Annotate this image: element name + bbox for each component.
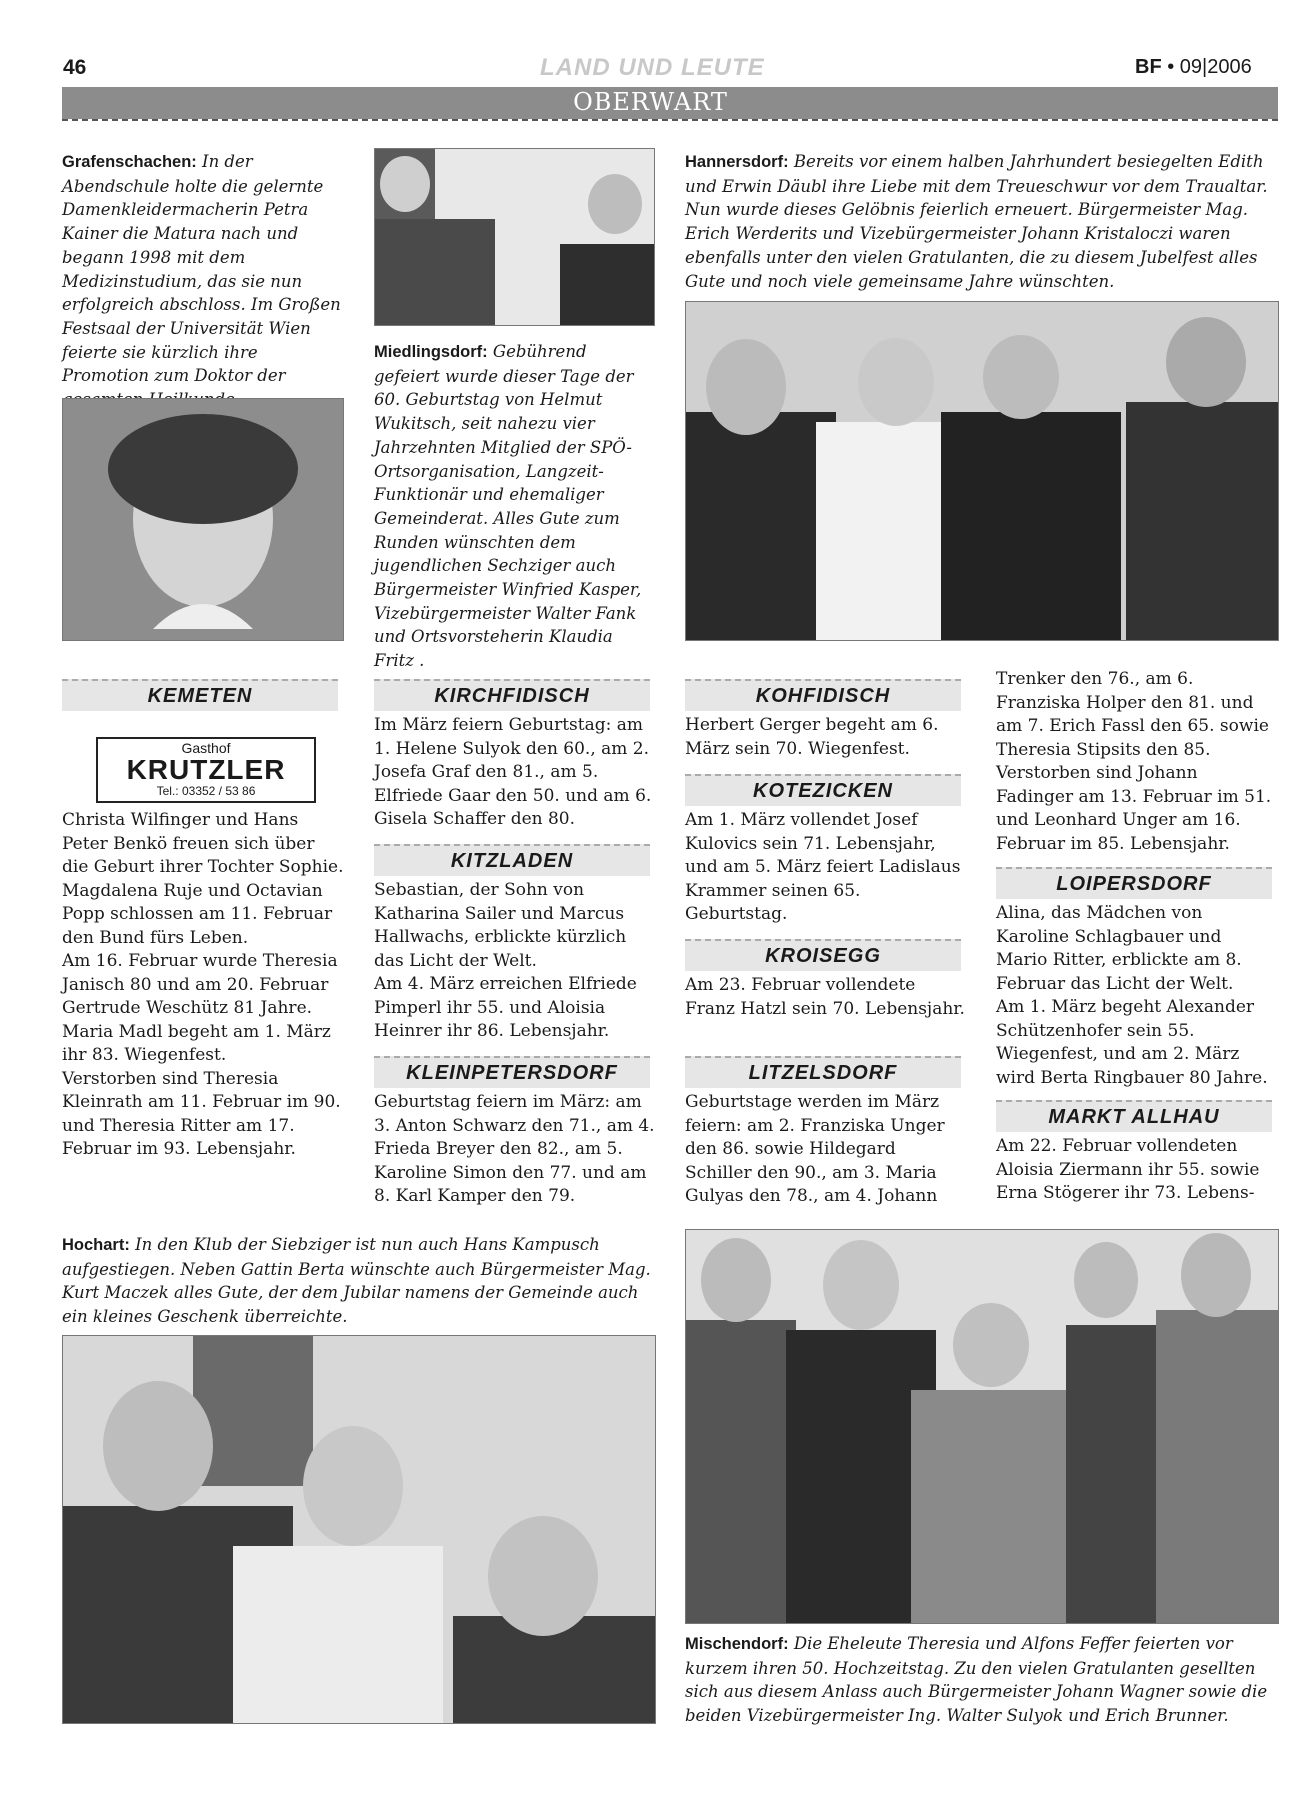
caption-text: Bereits vor einem halben Jahrhundert besiegelten Edith und Erwin Däubl ihre Liebe mit dem Treueschwur vor dem Traualtar. Nun wurde dieses Gelöbnis feierlich erneuert. Bürgermeister Mag. Erich Werderits und Vizebürgermeister Johann Kristaloczi waren ebenfalls unter den vielen Gratulanten, die zu diesem Jubelfest alles Gute und noch viele gemeinsame Jahre wünschten.: [685, 152, 1268, 291]
paragraph: Am 1. März vollendet Josef Kulovics sein 71. Lebensjahr, und am 5. März feiert Ladislaus Krammer seinen 65. Geburtstag.: [685, 810, 961, 924]
heading-kirchfidisch: KIRCHFIDISCH: [374, 679, 650, 711]
paragraph: Christa Wilfinger und Hans Peter Benkö freuen sich über die Geburt ihrer Tochter Sophie.: [62, 810, 344, 877]
body-kohfidisch: [685, 714, 967, 761]
caption-miedlingsdorf: [374, 340, 656, 673]
paragraph: Herbert Gerger begeht am 6. März sein 70. Wiegenfest.: [685, 715, 939, 759]
section-title: LAND UND LEUTE: [540, 54, 765, 81]
paragraph: Verstorben sind Theresia Kleinrath am 11. Februar im 90. und Theresia Ritter am 17. Februar im 93. Lebensjahr.: [62, 1068, 341, 1159]
caption-place: Hochart:: [62, 1236, 130, 1254]
paragraph: Maria Madl begeht am 1. März ihr 83. Wiegenfest.: [62, 1021, 331, 1065]
ad-line3: Tel.: 03352 / 53 86: [156, 784, 256, 798]
body-litzelsdorf: [685, 1091, 967, 1209]
body-loipersdorf: [996, 902, 1278, 1090]
paragraph: Sebastian, der Sohn von Katharina Sailer und Marcus Hallwachs, erblickte kürzlich das Licht der Welt.: [374, 880, 627, 971]
photo-hannersdorf: [685, 301, 1279, 641]
paragraph: Geburtstag feiern im März: am 3. Anton Schwarz den 71., am 4. Frieda Breyer den 82., am 5. Karoline Simon den 77. und am 8. Karl Kamper den 79.: [374, 1092, 655, 1206]
photo-miedlingsdorf: [374, 148, 655, 326]
caption-grafenschachen: [62, 150, 344, 435]
paragraph: Am 22. Februar vollendeten Aloisia Ziermann ihr 55. sowie Erna Stögerer ihr 73. Lebens-: [996, 1136, 1260, 1203]
body-kitzladen: [374, 879, 656, 1044]
paragraph: Am 23. Februar vollendete Franz Hatzl sein 70. Lebensjahr.: [685, 975, 965, 1019]
heading-kemeten: KEMETEN: [62, 679, 338, 711]
heading-kleinpetersdorf: KLEINPETERSDORF: [374, 1056, 650, 1088]
paragraph: Am 1. März begeht Alexander Schützenhofer sein 55. Wiegenfest, und am 2. März wird Berta Ringbauer 80 Jahre.: [996, 997, 1268, 1088]
caption-hannersdorf: [685, 150, 1285, 293]
caption-hochart: [62, 1233, 662, 1329]
body-markt-allhau: [996, 1135, 1278, 1206]
caption-text: In der Abendschule holte die gelernte Damenkleidermacherin Petra Kainer die Matura nach und begann 1998 mit dem Medizinstudium, das sie nun erfolgreich abschloss. Im Großen Festsaal der Universität Wien feierte sie kürzlich ihre Promotion zum Doktor der: [62, 152, 341, 386]
paragraph: Geburtstage werden im März feiern: am 2. Franziska Unger den 86. sowie Hildegard Schiller den 90., am 3. Maria Gulyas den 78., am 4. Johann: [685, 1092, 945, 1206]
caption-place: Miedlingsdorf:: [374, 343, 488, 361]
ad-line2: KRUTZLER: [126, 754, 286, 785]
caption-text: Gebührend gefeiert wurde dieser Tage der 60. Geburtstag von Helmut Wukitsch, seit nahezu vier Jahrzehnten Mitglied der SPÖ-Ortsorganisation, Langzeit-Funktionär und ehemaliger Gemeinderat. Alles Gute zum Runden wünschten dem jugendlichen Sechziger auch Bürgermeister Winfried Kasper, Vizebürgermeister Walter Fank und Ortsvorsteherin Klaudia Fritz .: [374, 342, 642, 671]
body-kemeten: [62, 809, 344, 1162]
band-divider: [62, 119, 1278, 121]
heading-litzelsdorf: LITZELSDORF: [685, 1056, 961, 1088]
photo-mischendorf: [685, 1229, 1279, 1624]
body-kroisegg: [685, 974, 967, 1021]
heading-kotezicken: KOTEZICKEN: [685, 774, 961, 806]
heading-kohfidisch: KOHFIDISCH: [685, 679, 961, 711]
heading-kroisegg: KROISEGG: [685, 939, 961, 971]
issue-brand: BF: [1135, 56, 1162, 78]
paragraph: Trenker den 76., am 6. Franziska Holper den 81. und am 7. Erich Fassl den 65. sowie Theresia Stipsits den 85.: [996, 669, 1269, 760]
heading-markt-allhau: MARKT ALLHAU: [996, 1100, 1272, 1132]
region-title: OBERWART: [573, 88, 728, 116]
caption-mischendorf: [685, 1632, 1285, 1728]
issue-date: • 09|2006: [1167, 56, 1252, 78]
paragraph: Im März feiern Geburtstag: am 1. Helene Sulyok den 60., am 2. Josefa Graf den 81., am 5. Elfriede Gaar den 50. und am 6. Gisela Schaffer den 80.: [374, 715, 652, 829]
caption-place: Mischendorf:: [685, 1635, 789, 1653]
ad-line1: Gasthof: [181, 740, 231, 756]
paragraph: Am 4. März erreichen Elfriede Pimperl ihr 55. und Aloisia Heinrer ihr 86. Lebensjahr.: [374, 974, 637, 1041]
body-kleinpetersdorf: [374, 1091, 656, 1209]
caption-place: Grafenschachen:: [62, 153, 197, 171]
photo-grafenschachen: [62, 398, 344, 641]
caption-text: Die Eheleute Theresia und Alfons Feffer feierten vor kurzem ihren 50. Hochzeitstag. Zu den vielen Gratulanten gesellten sich aus diesem Anlass auch Bürgermeister Johann Wagner sowie die beiden Vizebürgermeister Ing. Walter Sulyok und Erich Brunner.: [685, 1634, 1268, 1726]
issue-info: [1135, 56, 1252, 79]
caption-text: In den Klub der Siebziger ist nun auch Hans Kampusch aufgestiegen. Neben Gattin Berta wünschte auch Bürgermeister Mag. Kurt Maczek alles Gute, der dem Jubilar namens der Gemeinde auch ein kleines Geschenk überreichte.: [62, 1235, 651, 1327]
heading-loipersdorf: LOIPERSDORF: [996, 867, 1272, 899]
heading-kitzladen: KITZLADEN: [374, 844, 650, 876]
ad-krutzler: [96, 737, 316, 803]
page-number: 46: [63, 56, 87, 79]
body-kirchfidisch: [374, 714, 656, 832]
body-litzelsdorf-continued: [996, 668, 1278, 856]
paragraph: Verstorben sind Johann Fadinger am 13. Februar im 51. und Leonhard Unger am 16. Februar im 85. Lebensjahr.: [996, 763, 1272, 854]
paragraph: Am 16. Februar wurde Theresia Janisch 80 und am 20. Februar Gertrude Weschütz 81 Jahre.: [62, 951, 338, 1018]
body-kotezicken: [685, 809, 967, 927]
paragraph: Magdalena Ruje und Octavian Popp schlossen am 11. Februar den Bund fürs Leben.: [62, 880, 333, 948]
photo-hochart: [62, 1335, 656, 1724]
paragraph: Alina, das Mädchen von Karoline Schlagbauer und Mario Ritter, erblickte am 8. Februar das Licht der Welt.: [996, 903, 1242, 994]
caption-place: Hannersdorf:: [685, 153, 789, 171]
